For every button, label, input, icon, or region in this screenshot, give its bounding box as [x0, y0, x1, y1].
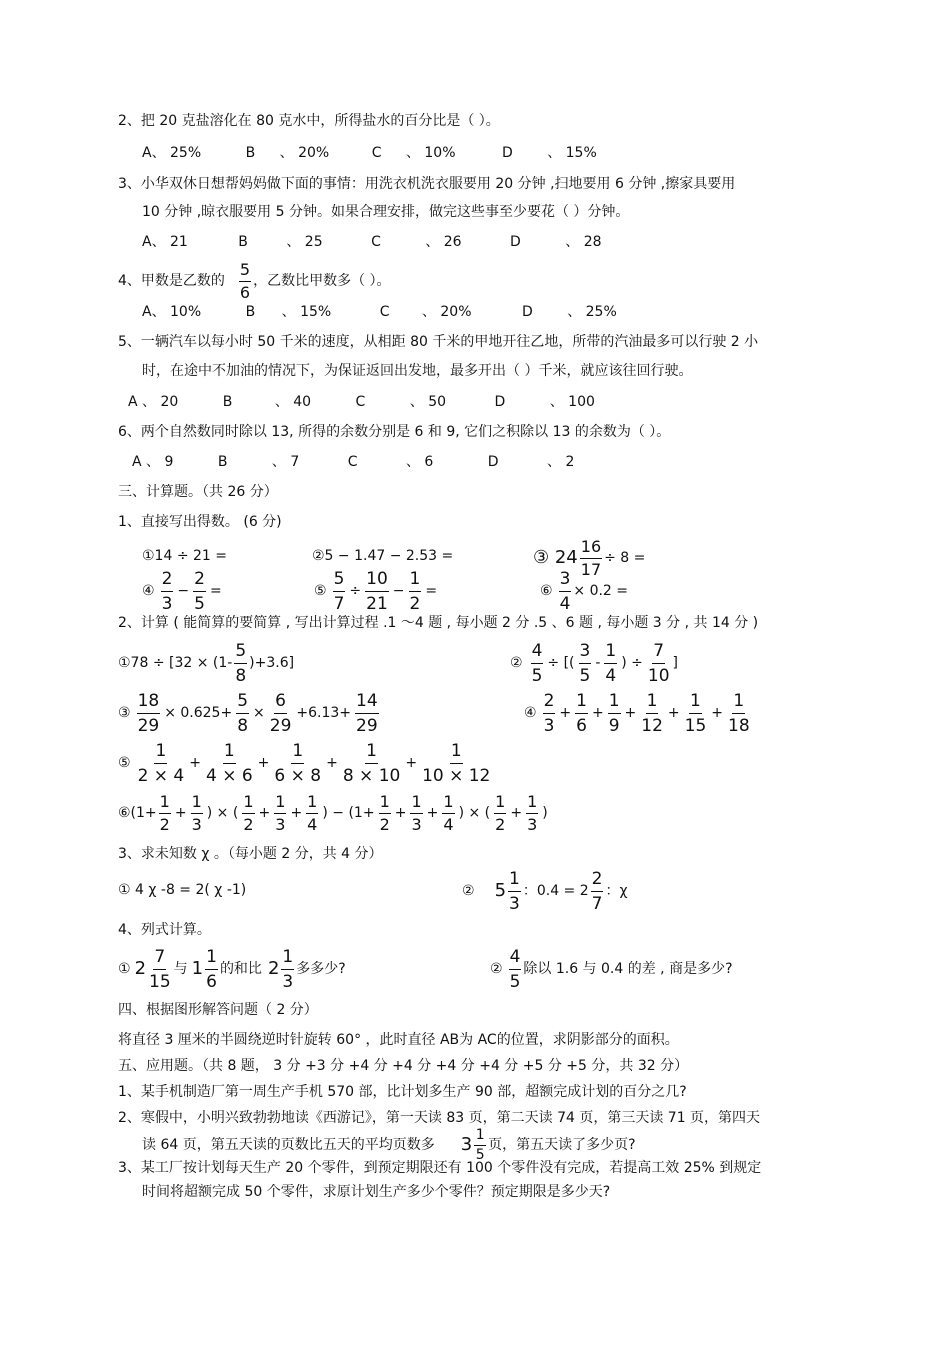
section-4-body: 将直径 3 厘米的半圆绕逆时针旋转 60° ，此时直径 AB为 AC的位置，求阴影部分的面积。: [118, 1032, 679, 1048]
calc-2-5: ⑤ 1 2 × 4 + $\frac{1}{4 \times 6}$ + $\frac{1}{6 \times 8}$ + $\frac{1}{8 \times 10}$ + $\frac{1}{10 \times 12}$: [118, 740, 491, 786]
calc-1e: ⑤ $\frac{5}{7}$ ÷ $\frac{10}{21}$ − $\frac{1}{2}$ =: [314, 568, 438, 614]
word-calc-1: ① 2 7 15 与 1 1 6 的和比 2 1 3 多多少?: [118, 946, 346, 992]
application-3-line1: 3、某工厂按计划每天生产 20 个零件，到预定期限还有 100 个零件没有完成，若提高工效 25% 到规定: [118, 1160, 762, 1176]
option-b-letter: B: [245, 145, 256, 161]
section-5-title: 五、应用题。（共 8 题， 3 分 +3 分 +4 分 +4 分 +4 分 +4 分 +5 分 +5 分，共 32 分）: [118, 1058, 689, 1074]
question-4: 4、甲数是乙数的 5 6 ，乙数比甲数多（ ）。: [118, 259, 391, 302]
question-5-line2: 时，在途中不加油的情况下，为保证返回出发地，最多开出（ ）千米，就应该往回行驶。: [142, 363, 693, 379]
word-calc-2: ② 4 5 除以 1.6 与 0.4 的差 , 商是多少?: [490, 946, 733, 992]
question-3-line2: 10 分钟 ,晾衣服要用 5 分钟。如果合理安排，做完这些事至少要花（ ）分钟。: [142, 204, 630, 220]
application-3-line2: 时间将超额完成 50 个零件，求原计划生产多少个零件？预定期限是多少天?: [142, 1184, 611, 1200]
question-5-options: A 、 20 B 、 40 C 、 50 D 、 100: [128, 394, 595, 410]
calc-2-title: 2、计算 ( 能简算的要简算 , 写出计算过程 .1 ～4 题 , 每小题 2 分 .5 、6 题 , 每小题 3 分 , 共 14 分 ): [118, 615, 759, 631]
equation-1: ① 4 χ -8 = 2( χ -1): [118, 882, 247, 898]
calc-2-4: ④ 2 3 + $\frac{1}{6}$ + $\frac{1}{9}$ + $\frac{1}{12}$ + $\frac{1}{15}$ + $\frac{1}{18}$: [524, 690, 750, 736]
question-3-line1: 3、小华双休日想帮妈妈做下面的事情：用洗衣机洗衣服要用 20 分钟 ,扫地要用 6 分钟 ,擦家具要用: [118, 176, 736, 192]
equation-2: ② 5 1 3 ：0.4 = 2 2 7 ：χ: [462, 868, 628, 914]
question-6-options: A 、 9 B 、 7 C 、 6 D 、 2: [132, 454, 575, 470]
calc-3-title: 3、求未知数 χ 。（每小题 2 分，共 4 分）: [118, 846, 383, 862]
calc-2-2: ② $\frac{4}{5}$ ÷ [( 3 5 - 1 4 ) ÷ $\frac{7}{10}$ ]: [510, 640, 678, 686]
option-c: 、 10%: [405, 145, 456, 161]
calc-4-title: 4、列式计算。: [118, 922, 211, 938]
application-1: 1、某手机制造厂第一周生产手机 570 部，比计划多生产 90 部，超额完成计划的百分之几?: [118, 1084, 687, 1100]
question-5-line1: 5、一辆汽车以每小时 50 千米的速度，从相距 80 千米的甲地开往乙地，所带的汽油最多可以行驶 2 小: [118, 334, 759, 350]
application-2-line1: 2、寒假中，小明兴致勃勃地读《西游记》，第一天读 83 页，第二天读 74 页，第三天读 71 页，第四天: [118, 1110, 761, 1126]
question-2: 2、把 20 克盐溶化在 80 克水中，所得盐水的百分比是（ ）。: [118, 113, 500, 129]
question-6: 6、两个自然数同时除以 13, 所得的余数分别是 6 和 9, 它们之积除以 13 的余数为（ ）。: [118, 424, 671, 440]
calc-1b: ②5 − 1.47 − 2.53 =: [312, 548, 454, 564]
fraction-5-6: 5 6: [239, 259, 251, 302]
calc-2-6: ⑥(1+ $\frac{1}{2}$ + $\frac{1}{3}$ ) × ( 1 2 + $\frac{1}{3}$ + $\frac{1}{4}$ ) − (1+ $\frac{1}{2}$ + $\frac{1}{3}$ + $\frac{1}{4}$ ) × ( 1 2 + $\frac{1}{3}$ ): [118, 791, 548, 834]
section-3-title: 三、计算题。（共 26 分）: [118, 484, 278, 500]
question-2-options: [142, 143, 597, 163]
option-d: 、 15%: [547, 145, 597, 161]
option-b: 、 20%: [279, 145, 330, 161]
option-d-letter: D: [501, 145, 513, 161]
question-3-options: A、 21 B 、 25 C 、 26 D 、 28: [142, 234, 602, 250]
calc-1-title: 1、直接写出得数。 (6 分): [118, 514, 282, 530]
calc-1a: ①14 ÷ 21 =: [142, 548, 227, 564]
option-a: A、 25%: [142, 145, 202, 161]
application-2-line2: 读 64 页，第五天读的页数比五天的平均页数多 3 1 5 页，第五天读了多少页?: [142, 1126, 636, 1163]
calc-2-1: ①78 ÷ [32 × (1- 5 8 )+3.6]: [118, 640, 295, 686]
calc-1d: ④ 2 3 − $\frac{2}{5}$ =: [142, 568, 222, 614]
option-c-letter: C: [371, 145, 382, 161]
question-4-options: A、 10% B 、 15% C 、 20% D 、 25%: [142, 304, 617, 320]
section-4-title: 四、根据图形解答问题（ 2 分）: [118, 1002, 318, 1018]
calc-2-3: ③ $\frac{18}{29}$ × 0.625+ $\frac{5}{8}$ × $\frac{6}{29}$ +6.13+ $\frac{14}{29}$: [118, 690, 378, 736]
calc-1c: ③ 24 $\frac{16}{17}$ ÷ 8 =: [533, 536, 646, 579]
calc-1f: ⑥ $\frac{3}{4}$ × 0.2 =: [540, 568, 629, 614]
